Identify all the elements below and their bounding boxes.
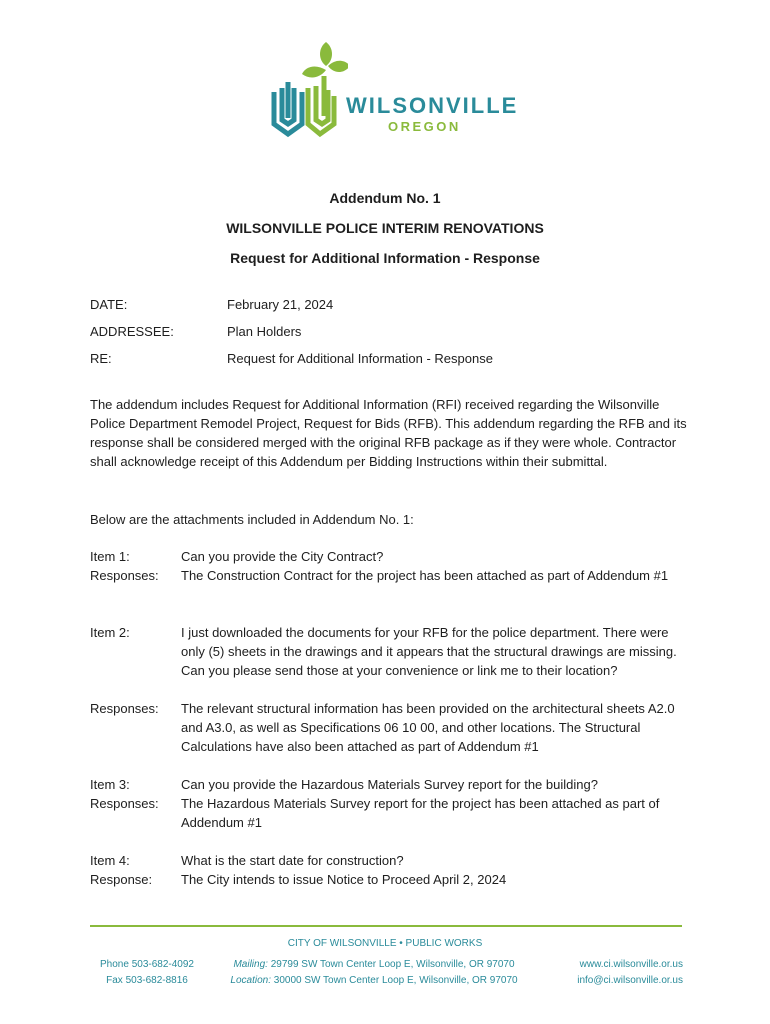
item-question: Can you provide the Hazardous Materials Survey report for the building? — [181, 777, 598, 792]
addressee-label: ADDRESSEE: — [90, 324, 174, 339]
item-response: The City intends to issue Notice to Proceed April 2, 2024 — [181, 872, 507, 887]
footer-title: CITY OF WILSONVILLE • PUBLIC WORKS — [287, 938, 483, 949]
footer-address — [214, 957, 534, 989]
logo-city-name: WILSONVILLE — [346, 93, 519, 118]
response-label: Responses: — [90, 796, 159, 811]
item-question: Can you provide the City Contract? — [181, 549, 384, 564]
mailing-address: 29799 SW Town Center Loop E, Wilsonville, OR 97070 — [270, 959, 515, 970]
response-label: Responses: — [90, 701, 159, 716]
re-label: RE: — [90, 351, 112, 366]
attachments-intro: Below are the attachments included in Addendum No. 1: — [90, 512, 414, 527]
logo-state-name: OREGON — [388, 119, 461, 134]
wilsonville-logo-icon — [268, 36, 348, 141]
location-address: 30000 SW Town Center Loop E, Wilsonville, OR 97070 — [273, 975, 518, 986]
footer-phone: Phone 503-682-4092 — [100, 959, 194, 970]
project-title: WILSONVILLE POLICE INTERIM RENOVATIONS — [226, 220, 544, 236]
location-label: Location: — [230, 975, 271, 986]
footer-email-link[interactable]: info@ci.wilsonville.or.us — [577, 975, 683, 986]
item-label: Item 4: — [90, 853, 130, 868]
date-label: DATE: — [90, 297, 128, 312]
footer-contact — [92, 957, 202, 989]
item-question: What is the start date for construction? — [181, 853, 404, 868]
footer-divider — [90, 925, 682, 927]
footer-mailing — [214, 957, 534, 973]
item-response: The relevant structural information has been provided on the architectural sheets A2.0 and A3.0, as well as Specifications 06 10 00, and other locations. The Structural Calculations have also been attached as part of Addendum #1 — [181, 701, 675, 754]
city-logo — [268, 36, 519, 141]
addendum-title: Addendum No. 1 — [329, 190, 441, 206]
footer-location — [214, 973, 534, 989]
item-label: Item 1: — [90, 549, 130, 564]
item-response: The Construction Contract for the project has been attached as part of Addendum #1 — [181, 568, 669, 583]
intro-paragraph: The addendum includes Request for Additional Information (RFI) received regarding the Wilsonville Police Department Remodel Project, Request for Bids (RFB). This addendum regarding the RFB and its response shall be considered merged with the original RFB package as if they were whole. Contractor shall acknowledge receipt of this Addendum per Bidding Instructions within their submittal. — [90, 397, 687, 469]
re-value: Request for Additional Information - Response — [227, 351, 493, 366]
subject-title: Request for Additional Information - Response — [230, 250, 540, 266]
item-question: I just downloaded the documents for your RFB for the police department. There were only (5) sheets in the drawings and it appears that the structural drawings are missing. Can you please send those at your convenience or link me to their location? — [181, 625, 677, 678]
item-label: Item 2: — [90, 625, 130, 640]
footer-website-link[interactable]: www.ci.wilsonville.or.us — [579, 959, 683, 970]
response-label: Response: — [90, 872, 153, 887]
response-label: Responses: — [90, 568, 159, 583]
footer-fax: Fax 503-682-8816 — [106, 975, 188, 986]
footer-web — [548, 957, 683, 989]
addressee-value: Plan Holders — [227, 324, 302, 339]
item-label: Item 3: — [90, 777, 130, 792]
item-response: The Hazardous Materials Survey report for the project has been attached as part of Addendum #1 — [181, 796, 660, 830]
date-value: February 21, 2024 — [227, 297, 334, 312]
mailing-label: Mailing: — [233, 959, 268, 970]
